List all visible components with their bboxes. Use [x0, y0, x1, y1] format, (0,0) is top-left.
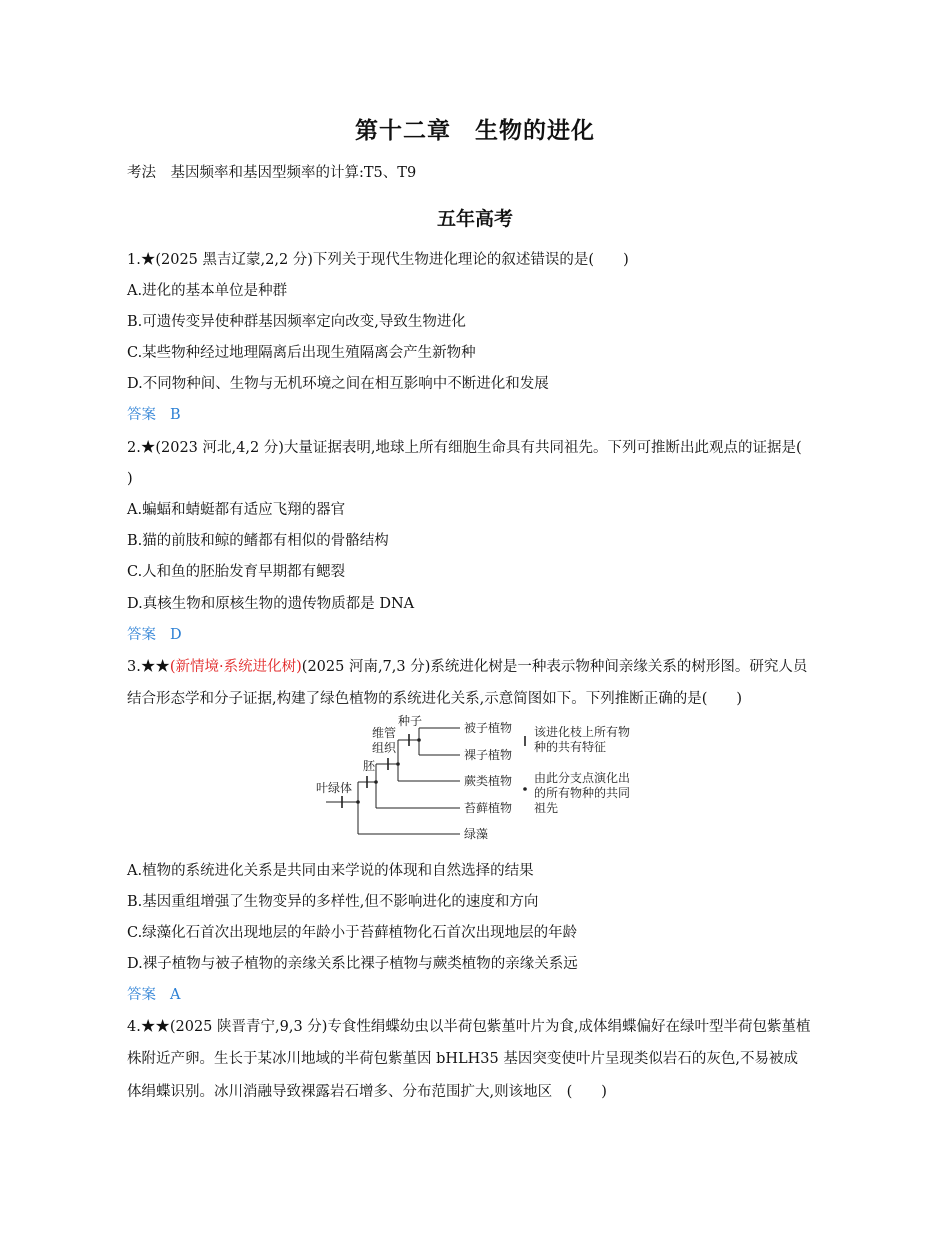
q4-stem-line1: 4.★★(2025 陕晋青宁,9,3 分)专食性绢蝶幼虫以半荷包紫堇叶片为食,成体绢蝶偏好在绿叶型半荷包紫堇植 — [127, 1019, 811, 1035]
q3-option-d: D.裸子植物与被子植物的亲缘关系比裸子植物与蕨类植物的亲缘关系远 — [127, 956, 578, 972]
legend-dot-icon — [523, 787, 527, 791]
ancestor-dot-embryo — [374, 780, 378, 784]
q2-option-a: A.蝙蝠和蜻蜓都有适应飞翔的器官 — [127, 502, 346, 518]
answer-value: D — [170, 627, 182, 643]
q1-option-a: A.进化的基本单位是种群 — [127, 283, 288, 299]
node-label-vascular-1: 维管 — [372, 726, 397, 740]
q2-option-d: D.真核生物和原核生物的遗传物质都是 DNA — [127, 596, 415, 612]
ancestor-dot-seed — [417, 738, 421, 742]
q1-answer — [127, 405, 181, 425]
phylogenetic-tree-diagram — [312, 712, 652, 847]
node-label-vascular-2: 组织 — [372, 741, 397, 755]
q3-stem-prefix: 3.★★ — [127, 659, 170, 675]
q1-stem: 1.★(2025 黑吉辽蒙,2,2 分)下列关于现代生物进化理论的叙述错误的是( ) — [127, 252, 629, 268]
leaf-fern: 蕨类植物 — [464, 774, 513, 788]
node-label-chloroplast: 叶绿体 — [316, 781, 353, 795]
answer-value: A — [170, 987, 181, 1003]
leaf-angiosperm: 被子植物 — [464, 721, 513, 735]
leaf-green-algae: 绿藻 — [464, 827, 489, 841]
leaf-gymnosperm: 裸子植物 — [464, 748, 513, 762]
method-line: 考法 基因频率和基因型频率的计算:T5、T9 — [127, 165, 417, 181]
q2-stem-line2: ) — [127, 471, 133, 487]
node-label-embryo: 胚 — [363, 759, 376, 773]
q2-stem-line1: 2.★(2023 河北,4,2 分)大量证据表明,地球上所有细胞生命具有共同祖先。下列可推断出此观点的证据是( — [127, 440, 802, 456]
q1-option-c: C.某些物种经过地理隔离后出现生殖隔离会产生新物种 — [127, 345, 476, 361]
q2-answer — [127, 625, 182, 645]
q3-answer — [127, 985, 180, 1005]
q3-option-a: A.植物的系统进化关系是共同由来学说的体现和自然选择的结果 — [127, 863, 534, 879]
node-label-seed: 种子 — [398, 714, 423, 728]
q3-stem-rest: (2025 河南,7,3 分)系统进化树是一种表示物种间亲缘关系的树形图。研究人员 — [301, 659, 808, 675]
q2-option-c: C.人和鱼的胚胎发育早期都有鳃裂 — [127, 564, 346, 580]
q2-option-b: B.猫的前肢和鲸的鳍都有相似的骨骼结构 — [127, 533, 389, 549]
legend-dot-text-1: 由此分支点演化出 — [534, 771, 631, 785]
ancestor-dot-chloroplast — [356, 800, 360, 804]
leaf-moss: 苔藓植物 — [464, 801, 513, 815]
legend-dot-text-2: 的所有物种的共同 — [534, 786, 631, 800]
section-title: 五年高考 — [436, 208, 513, 230]
chapter-title: 第十二章 生物的进化 — [355, 118, 595, 144]
q3-option-c: C.绿藻化石首次出现地层的年龄小于苔藓植物化石首次出现地层的年龄 — [127, 925, 578, 941]
q4-stem-line3: 体绢蝶识别。冰川消融导致裸露岩石增多、分布范围扩大,则该地区 ( ) — [127, 1084, 607, 1100]
q3-context-tag: (新情境·系统进化树) — [169, 659, 302, 675]
q3-stem-line1 — [127, 657, 807, 677]
legend-dot-text-3: 祖先 — [534, 801, 559, 815]
answer-label: 答案 — [127, 407, 156, 423]
answer-label: 答案 — [127, 987, 156, 1003]
answer-value: B — [170, 407, 181, 423]
q1-option-b: B.可遗传变异使种群基因频率定向改变,导致生物进化 — [127, 314, 466, 330]
legend-bar-text-2: 种的共有特征 — [534, 740, 607, 754]
q4-stem-line2: 株附近产卵。生长于某冰川地域的半荷包紫堇因 bHLH35 基因突变使叶片呈现类似岩石的灰色,不易被成 — [127, 1051, 798, 1067]
q1-option-d: D.不同物种间、生物与无机环境之间在相互影响中不断进化和发展 — [127, 376, 549, 392]
answer-label: 答案 — [127, 627, 156, 643]
legend-bar-text-1: 该进化枝上所有物 — [534, 725, 631, 739]
q3-stem-line2: 结合形态学和分子证据,构建了绿色植物的系统进化关系,示意简图如下。下列推断正确的是( ) — [127, 691, 743, 707]
q3-option-b: B.基因重组增强了生物变异的多样性,但不影响进化的速度和方向 — [127, 894, 539, 910]
ancestor-dot-vascular — [396, 762, 400, 766]
